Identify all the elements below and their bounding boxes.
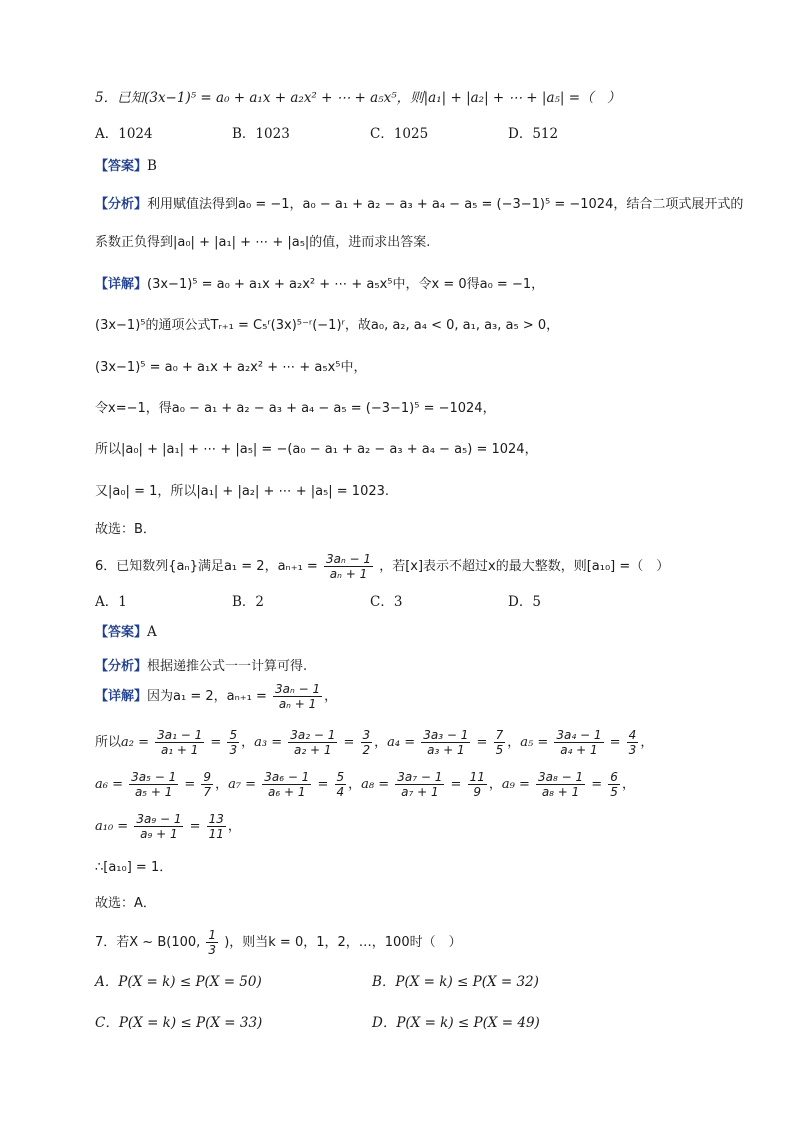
separator: ， [241, 735, 255, 750]
fraction-denominator: a₄ + 1 [560, 743, 598, 757]
analysis-tag: 【分析】 [95, 197, 148, 212]
term-lhs: a₁₀ = [95, 819, 133, 834]
fraction-numerator: 3a₆ − 1 [264, 770, 310, 784]
fraction-denominator: 9 [473, 785, 482, 799]
value-fraction [207, 812, 226, 841]
analysis-text: 利用赋值法得到a₀ = −1，a₀ − a₁ + a₂ − a₃ + a₄ − a₅ = (−3−1)⁵ = −1024，结合二项式展开式的 [147, 197, 744, 212]
fraction-denominator: a₈ + 1 [541, 785, 580, 799]
equals-sign: = [313, 777, 333, 792]
fraction-denominator: 2 [362, 743, 371, 757]
separator: ， [488, 777, 502, 792]
term-lhs: a₃ = [254, 735, 287, 750]
q6-stem-part-b: ，若[x]表示不超过x的最大整数，则[a₁₀] =（ ） [379, 559, 670, 574]
q7-stem-fraction [206, 928, 218, 957]
q5-detail-line-2: (3x−1)⁵的通项公式Tᵣ₊₁ = C₅ʳ(3x)⁵⁻ʳ(−1)ʳ，故a₀, a₂, a₄ < 0, a₁, a₃, a₅ > 0， [95, 318, 560, 333]
q5-analysis-line-1 [95, 194, 754, 215]
equals-sign: = [587, 777, 607, 792]
value-fraction [335, 770, 347, 799]
equals-sign: = [180, 777, 200, 792]
fraction-denominator: 11 [208, 827, 224, 841]
fraction-denominator: 7 [203, 785, 212, 799]
q5-detail-line-6: 又|a₀| = 1，所以|a₁| + |a₂| + ⋯ + |a₅| = 1023. [95, 484, 390, 499]
q6-detail-line-3 [95, 770, 754, 799]
fraction-numerator: 3a₅ − 1 [131, 770, 177, 784]
q6-detail-line-1 [95, 682, 754, 711]
separator: ， [215, 777, 229, 792]
equals-sign: = [446, 777, 466, 792]
fraction-denominator: 4 [336, 785, 345, 799]
q7-stem [95, 928, 754, 957]
frac-group-8 [95, 812, 241, 841]
q5-option-d: D．512 [508, 126, 559, 142]
fraction-numerator: 11 [469, 770, 485, 784]
fraction-numerator: 1 [208, 928, 217, 942]
fraction-denominator: a₅ + 1 [134, 785, 173, 799]
detail-tag: 【详解】 [95, 689, 148, 704]
fraction-denominator: a₃ + 1 [427, 743, 465, 757]
fraction-denominator: aₙ + 1 [278, 697, 317, 711]
fraction-denominator: a₁ + 1 [160, 743, 199, 757]
fraction-numerator: 3a₁ − 1 [157, 728, 203, 742]
frac-group-5 [228, 770, 362, 799]
detail-tag: 【详解】 [95, 277, 148, 292]
equals-sign: = [185, 819, 205, 834]
equals-sign: = [472, 735, 492, 750]
recurrence-fraction [395, 770, 444, 799]
fraction-numerator: 5 [229, 728, 238, 742]
answer-value: B [147, 158, 157, 174]
fraction-numerator: 3a₈ − 1 [538, 770, 584, 784]
q5-choose: 故选：B． [95, 522, 156, 537]
recurrence-fraction [134, 812, 183, 841]
q6-detail-line-2 [95, 728, 754, 757]
answer-tag: 【答案】 [95, 625, 148, 640]
q7-option-c: C．P(X = k) ≤ P(X = 33) [95, 1015, 263, 1031]
fraction-denominator: aₙ + 1 [329, 567, 368, 581]
fraction-numerator: 5 [336, 770, 345, 784]
separator: ， [621, 777, 635, 792]
fraction-numerator: 3a₄ − 1 [556, 728, 602, 742]
fraction-numerator: 4 [628, 728, 637, 742]
value-fraction [201, 770, 213, 799]
q7-stem-part-b: )，则当k = 0，1，2，…，100时（ ） [224, 935, 462, 950]
q7-option-b: B．P(X = k) ≤ P(X = 32) [372, 974, 539, 990]
value-fraction [361, 728, 373, 757]
q5-detail-line-3: (3x−1)⁵ = a₀ + a₁x + a₂x² + ⋯ + a₅x⁵中， [95, 360, 367, 375]
recurrence-fraction [421, 728, 470, 757]
separator: ， [640, 735, 654, 750]
recurrence-fraction [129, 770, 178, 799]
detail-text: (3x−1)⁵ = a₀ + a₁x + a₂x² + ⋯ + a₅x⁵中，令x = 0得a₀ = −1， [147, 277, 545, 292]
q5-analysis-line-2: 系数正负得到|a₀| + |a₁| + ⋯ + |a₅|的值，进而求出答案. [95, 235, 431, 250]
q5-stem: 5．已知(3x−1)⁵ = a₀ + a₁x + a₂x² + ⋯ + a₅x⁵，则|a₁| + |a₂| + ⋯ + |a₅| =（ ） [95, 90, 621, 106]
analysis-tag: 【分析】 [95, 659, 148, 674]
q6-choose: 故选：A． [95, 896, 156, 911]
answer-tag: 【答案】 [95, 159, 148, 174]
fraction-denominator: 3 [229, 743, 238, 757]
frac-group-6 [361, 770, 502, 799]
q6-stem [95, 552, 754, 581]
fraction-numerator: 3a₉ − 1 [136, 812, 182, 826]
separator: ， [374, 735, 388, 750]
q6-stem-fraction [324, 552, 373, 581]
fraction-numerator: 7 [495, 728, 504, 742]
fraction-numerator: 3aₙ − 1 [275, 682, 321, 696]
q7-option-d: D．P(X = k) ≤ P(X = 49) [372, 1015, 540, 1031]
frac-group-7 [501, 770, 635, 799]
term-lhs: a₄ = [387, 735, 420, 750]
recurrence-fraction [262, 770, 311, 799]
term-lhs: a₉ = [501, 777, 534, 792]
so-word: 所以 [95, 735, 122, 750]
fraction-denominator: a₆ + 1 [268, 785, 306, 799]
separator: ， [348, 777, 362, 792]
fraction-denominator: 3 [628, 743, 637, 757]
term-lhs: a₆ = [95, 777, 128, 792]
fraction-numerator: 9 [203, 770, 212, 784]
answer-value: A [147, 624, 157, 640]
detail-text-b: ， [324, 689, 338, 704]
q7-option-a: A．P(X = k) ≤ P(X = 50) [95, 974, 262, 990]
fraction-denominator: a₂ + 1 [294, 743, 332, 757]
q6-therefore: ∴[a₁₀] = 1． [95, 860, 173, 875]
q6-detail-line-4 [95, 812, 754, 841]
equals-sign: = [605, 735, 625, 750]
q5-answer [95, 156, 754, 177]
value-fraction [627, 728, 639, 757]
q5-detail-line-1 [95, 274, 754, 295]
fraction-denominator: a₇ + 1 [401, 785, 439, 799]
term-lhs: a₂ = [121, 735, 154, 750]
fraction-numerator: 13 [208, 812, 224, 826]
value-fraction [608, 770, 620, 799]
value-fraction [227, 728, 239, 757]
frac-group-0 [121, 728, 255, 757]
q6-option-c: C．3 [370, 594, 403, 610]
q6-analysis [95, 656, 754, 677]
equals-sign: = [206, 735, 226, 750]
q5-detail-line-4: 令x=−1，得a₀ − a₁ + a₂ − a₃ + a₄ − a₅ = (−3−1)⁵ = −1024， [95, 401, 496, 416]
value-fraction [494, 728, 506, 757]
q6-stem-part-a: 6．已知数列{aₙ}满足a₁ = 2，aₙ₊₁ = [95, 559, 318, 574]
q6-answer [95, 622, 754, 643]
fraction-numerator: 3a₃ − 1 [423, 728, 469, 742]
q6-detail-fraction [273, 682, 322, 711]
q6-option-b: B．2 [232, 594, 265, 610]
q5-detail-line-5: 所以|a₀| + |a₁| + ⋯ + |a₅| = −(a₀ − a₁ + a₂ − a₃ + a₄ − a₅) = 1024， [95, 442, 538, 457]
frac-group-2 [387, 728, 521, 757]
fraction-denominator: 5 [495, 743, 504, 757]
equals-sign: = [339, 735, 359, 750]
recurrence-fraction [536, 770, 585, 799]
fraction-denominator: a₉ + 1 [140, 827, 178, 841]
q7-stem-part-a: 7．若X ~ B(100, [95, 935, 201, 950]
fraction-numerator: 3a₇ − 1 [397, 770, 443, 784]
q5-option-a: A．1024 [95, 126, 153, 142]
fraction-numerator: 6 [610, 770, 618, 784]
q5-option-b: B．1023 [232, 126, 290, 142]
recurrence-fraction [554, 728, 603, 757]
fraction-denominator: 3 [208, 943, 217, 957]
detail-text-a: 因为a₁ = 2，aₙ₊₁ = [147, 689, 267, 704]
separator: ， [227, 819, 241, 834]
frac-group-4 [95, 770, 229, 799]
value-fraction [468, 770, 487, 799]
q6-option-a: A．1 [95, 594, 127, 610]
recurrence-fraction [288, 728, 337, 757]
q5-option-c: C．1025 [370, 126, 429, 142]
term-lhs: a₅ = [520, 735, 553, 750]
analysis-text: 根据递推公式一一计算可得. [147, 659, 308, 674]
fraction-numerator: 3aₙ − 1 [325, 552, 372, 566]
q6-option-d: D．5 [508, 594, 541, 610]
fraction-numerator: 3 [362, 728, 371, 742]
frac-group-3 [520, 728, 654, 757]
fraction-numerator: 3a₂ − 1 [290, 728, 336, 742]
separator: ， [507, 735, 521, 750]
fraction-denominator: 5 [610, 785, 618, 799]
term-lhs: a₇ = [228, 777, 261, 792]
term-lhs: a₈ = [361, 777, 394, 792]
recurrence-fraction [155, 728, 204, 757]
frac-group-1 [254, 728, 388, 757]
